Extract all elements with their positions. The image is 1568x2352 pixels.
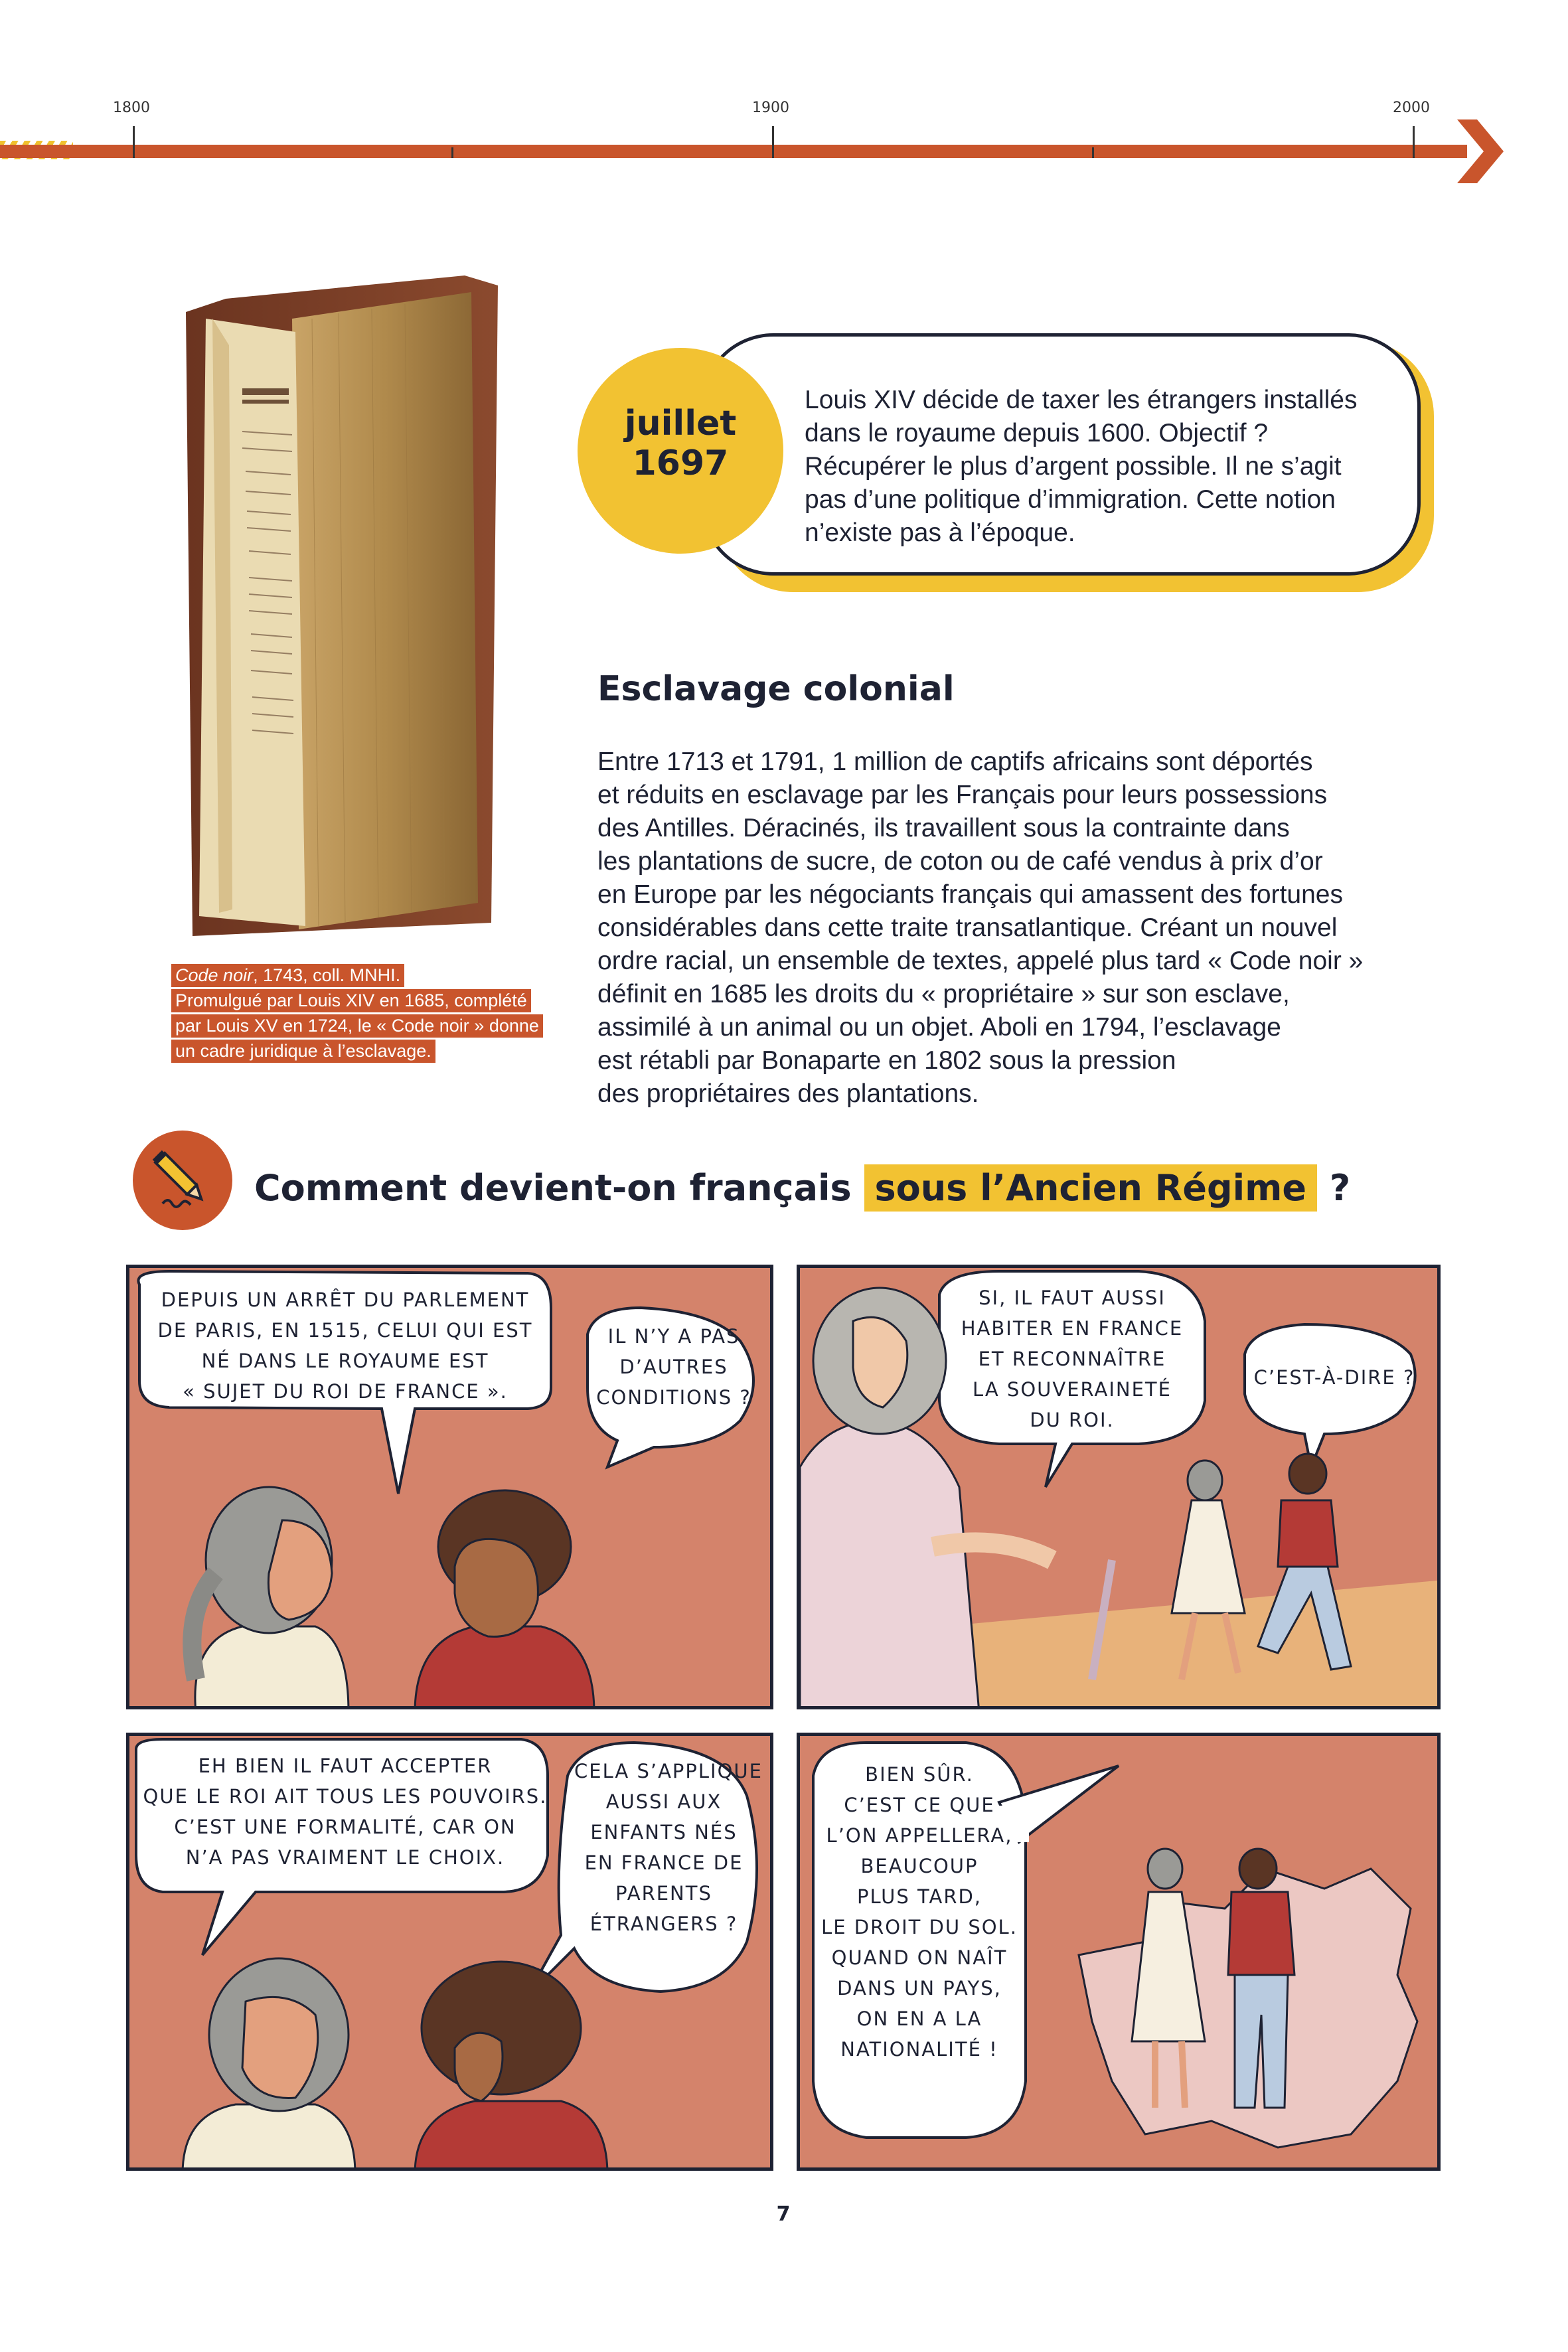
speech-line: CELA S’APPLIQUE [574, 1760, 763, 1782]
date-label [578, 404, 783, 483]
timeline-arrow-icon [1457, 119, 1504, 183]
question-mark: ? [1329, 1167, 1351, 1209]
book-photo [179, 272, 505, 936]
section-line: en Europe par les négociants français qui amassent des fortunes [597, 880, 1344, 909]
speech-bubble-1b [594, 1321, 753, 1413]
speech-line: IL N’Y A PAS [607, 1325, 740, 1348]
date-box-line: n’existe pas à l’époque. [805, 518, 1075, 547]
timeline-line [0, 145, 1467, 158]
speech-line: AUSSI AUX [605, 1790, 722, 1813]
section-line: assimilé à un animal ou un objet. Aboli en 1794, l’esclavage [597, 1013, 1281, 1042]
timeline-minor-tick [1092, 147, 1094, 158]
timeline-year-2000: 2000 [1393, 100, 1430, 116]
speech-line: ÉTRANGERS ? [589, 1913, 738, 1935]
section-line: Entre 1713 et 1791, 1 million de captifs africains sont déportés [597, 747, 1313, 776]
speech-line: HABITER EN FRANCE [961, 1317, 1184, 1340]
speech-line: NATIONALITÉ ! [840, 2038, 998, 2061]
section-line: définit en 1685 les droits du « propriétaire » sur son esclave, [597, 980, 1290, 1008]
timeline-year-1800: 1800 [113, 100, 150, 116]
speech-bubble-3a [143, 1751, 548, 1873]
section-line: des Antilles. Déracinés, ils travaillent sous la contrainte dans [597, 814, 1290, 842]
question-heading [254, 1167, 1350, 1209]
section-line: les plantations de sucre, de coton ou de café vendus à prix d’or [597, 847, 1323, 876]
caption-line-2: Promulgué par Louis XIV en 1685, complété [171, 989, 531, 1012]
speech-line: SI, IL FAUT AUSSI [979, 1287, 1166, 1309]
timeline-minor-tick [451, 147, 453, 158]
speech-line: LA SOUVERAINETÉ [973, 1378, 1172, 1401]
timeline-tick-1900 [772, 126, 774, 158]
comic-panel-1 [126, 1265, 773, 1709]
date-box-text [805, 384, 1402, 550]
speech-bubble-3b [574, 1756, 763, 1939]
timeline-tick-2000 [1413, 126, 1415, 158]
speech-line: QUE LE ROI AIT TOUS LES POUVOIRS. [143, 1785, 548, 1808]
caption-line-1-rest: , 1743, coll. MNHI. [253, 965, 401, 985]
caption-line-4: un cadre juridique à l’esclavage. [171, 1040, 435, 1063]
section-line: ordre racial, un ensemble de textes, appelé plus tard « Code noir » [597, 947, 1364, 975]
speech-line: « SUJET DU ROI DE FRANCE ». [183, 1380, 508, 1403]
date-box-line: pas d’une politique d’immigration. Cette notion [805, 485, 1336, 514]
speech-bubble-2a [946, 1283, 1198, 1435]
date-box-line: dans le royaume depuis 1600. Objectif ? [805, 419, 1269, 447]
speech-line: EH BIEN IL FAUT ACCEPTER [198, 1755, 493, 1777]
caption-line-1 [171, 964, 404, 987]
speech-line: N’A PAS VRAIMENT LE CHOIX. [185, 1846, 505, 1869]
speech-line: L’ON APPELLERA, [826, 1824, 1013, 1847]
speech-line: DEPUIS UN ARRÊT DU PARLEMENT [161, 1289, 530, 1311]
timeline-tick-1800 [133, 126, 135, 158]
speech-line: CONDITIONS ? [596, 1386, 751, 1409]
speech-line: C’EST UNE FORMALITÉ, CAR ON [174, 1816, 516, 1838]
timeline-year-1900: 1900 [752, 100, 789, 116]
speech-line: C’EST CE QUE [844, 1794, 995, 1816]
caption-line-3: par Louis XV en 1724, le « Code noir » donne [171, 1014, 543, 1038]
speech-bubble-2b [1251, 1362, 1417, 1393]
date-box-line: Louis XIV décide de taxer les étrangers installés [805, 386, 1358, 414]
section-line: est rétabli par Bonaparte en 1802 sous la pression [597, 1046, 1176, 1075]
speech-line: ET RECONNAÎTRE [978, 1348, 1166, 1370]
book-caption [171, 964, 550, 1065]
date-year: 1697 [632, 443, 729, 483]
page-number: 7 [776, 2203, 791, 2226]
comic-panel-3 [126, 1733, 773, 2171]
speech-line: EN FRANCE DE [584, 1851, 744, 1874]
question-highlight: sous l’Ancien Régime [864, 1164, 1318, 1212]
speech-line: ON EN A LA [856, 2007, 982, 2030]
speech-line: D’AUTRES [619, 1356, 728, 1378]
speech-line: NÉ DANS LE ROYAUME EST [201, 1350, 489, 1372]
speech-line: BIEN SÛR. [865, 1763, 974, 1786]
date-box-line: Récupérer le plus d’argent possible. Il ne s’agit [805, 452, 1342, 481]
speech-line: DE PARIS, EN 1515, CELUI QUI EST [157, 1319, 533, 1342]
section-line: considérables dans cette traite transatlantique. Créant un nouvel [597, 913, 1338, 942]
section-title: Esclavage colonial [597, 669, 955, 709]
speech-bubble-4a [820, 1759, 1019, 2065]
section-line: et réduits en esclavage par les Français pour leurs possessions [597, 781, 1328, 809]
date-month: juillet [624, 404, 737, 443]
speech-bubble-1a [146, 1285, 544, 1407]
speech-line: DU ROI. [1030, 1409, 1115, 1431]
speech-line: PARENTS [615, 1882, 712, 1905]
pencil-icon [143, 1140, 222, 1220]
speech-line: C’EST-À-DIRE ? [1253, 1366, 1415, 1389]
speech-line: PLUS TARD, [856, 1885, 982, 1908]
speech-line: DANS UN PAYS, [837, 1977, 1002, 1999]
speech-line: ENFANTS NÉS [590, 1821, 738, 1843]
section-line: des propriétaires des plantations. [597, 1079, 979, 1108]
comic-panel-2 [797, 1265, 1441, 1709]
comic-panel-4 [797, 1733, 1441, 2171]
question-text: Comment devient-on français [254, 1167, 852, 1209]
speech-line: BEAUCOUP [860, 1855, 979, 1877]
caption-title: Code noir [175, 965, 254, 985]
section-body [597, 745, 1454, 1111]
speech-line: LE DROIT DU SOL. [821, 1916, 1018, 1938]
speech-line: QUAND ON NAÎT [831, 1946, 1008, 1969]
